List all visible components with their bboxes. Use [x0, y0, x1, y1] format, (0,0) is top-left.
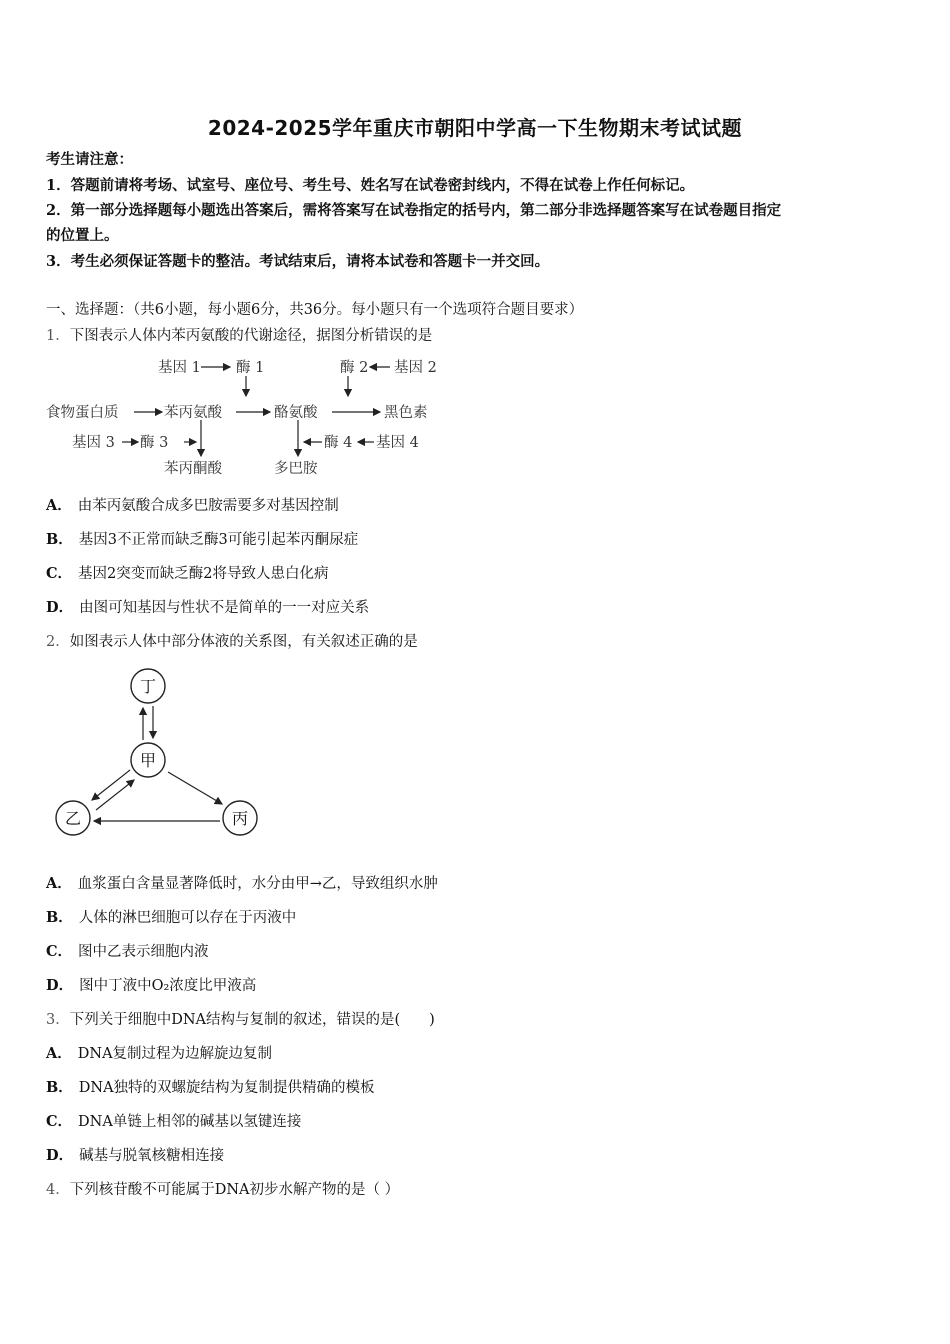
question-4-stem	[46, 1180, 399, 1200]
metabolism-pathway-diagram	[44, 352, 464, 480]
gene3-label: 基因 3	[72, 435, 115, 451]
body-fluid-diagram	[44, 662, 274, 842]
phenylalanine-label: 苯丙氨酸	[164, 405, 222, 421]
option-b[interactable]: B． 基因3不正常而缺乏酶3可能引起苯丙酮尿症	[46, 531, 359, 548]
tyrosine-label: 酪氨酸	[274, 405, 318, 421]
option-b[interactable]: B． DNA独特的双螺旋结构为复制提供精确的模板	[46, 1079, 375, 1096]
arrow	[96, 780, 134, 810]
gene2-label: 基因 2	[394, 360, 437, 376]
question-text: 如图表示人体中部分体液的关系图，有关叙述正确的是	[69, 634, 418, 650]
option-b[interactable]: B． 人体的淋巴细胞可以存在于丙液中	[46, 909, 297, 926]
question-1-stem	[46, 326, 432, 346]
option-d[interactable]: D． 碱基与脱氧核糖相连接	[46, 1147, 225, 1164]
page-title: 2024-2025学年重庆市朝阳中学高一下生物期末考试试题	[207, 116, 743, 140]
enzyme4-label: 酶 4	[324, 435, 353, 451]
option-c[interactable]: C． DNA单链上相邻的碱基以氢键连接	[46, 1113, 302, 1130]
arrow	[92, 770, 130, 800]
node-ding-label: 丁	[139, 677, 157, 696]
section-heading: 一、选择题：（共6小题，每小题6分，共36分。每小题只有一个选项符合题目要求）	[46, 302, 584, 318]
node-yi-label: 乙	[64, 809, 82, 828]
node-bing-label: 丙	[231, 809, 249, 828]
question-text: 下列关于细胞中DNA结构与复制的叙述，错误的是( )	[69, 1012, 435, 1028]
arrow	[168, 772, 222, 804]
phenylpyruvate-label: 苯丙酮酸	[164, 461, 222, 477]
notice-item: 2．第一部分选择题每小题选出答案后，需将答案写在试卷指定的括号内，第二部分非选择题答案写在试卷题目指定	[46, 202, 782, 219]
notice-heading: 考生请注意：	[46, 151, 133, 168]
dopamine-label: 多巴胺	[274, 461, 318, 477]
food-protein-label: 食物蛋白质	[46, 405, 119, 421]
option-a[interactable]: A． 由苯丙氨酸合成多巴胺需要多对基因控制	[46, 497, 339, 514]
question-text: 下列核苷酸不可能属于DNA初步水解产物的是（ ）	[69, 1182, 400, 1198]
question-number: 1．	[46, 328, 70, 344]
option-c[interactable]: C． 基因2突变而缺乏酶2将导致人患白化病	[46, 565, 329, 582]
melanin-label: 黑色素	[384, 405, 428, 421]
enzyme3-label: 酶 3	[140, 435, 169, 451]
node-jia-label: 甲	[139, 751, 157, 770]
enzyme1-label: 酶 1	[236, 360, 265, 376]
question-text: 下图表示人体内苯丙氨酸的代谢途径，据图分析错误的是	[69, 328, 433, 344]
question-number: 4．	[46, 1182, 70, 1198]
option-a[interactable]: A． DNA复制过程为边解旋边复制	[46, 1045, 273, 1062]
notice-item: 1．答题前请将考场、试室号、座位号、考生号、姓名写在试卷密封线内，不得在试卷上作任何标记。	[46, 177, 695, 194]
notice-item: 3．考生必须保证答题卡的整洁。考试结束后，请将本试卷和答题卡一并交回。	[46, 253, 550, 270]
question-2-stem	[46, 632, 418, 652]
option-d[interactable]: D． 图中丁液中O₂浓度比甲液高	[46, 977, 257, 994]
question-number: 2．	[46, 634, 70, 650]
question-3-stem	[46, 1010, 435, 1030]
notice-item: 的位置上。	[46, 227, 119, 244]
enzyme2-label: 酶 2	[340, 360, 369, 376]
gene1-label: 基因 1	[158, 360, 201, 376]
option-a[interactable]: A． 血浆蛋白含量显著降低时，水分由甲→乙，导致组织水肿	[46, 875, 438, 892]
gene4-label: 基因 4	[376, 435, 419, 451]
option-d[interactable]: D． 由图可知基因与性状不是简单的一一对应关系	[46, 599, 370, 616]
question-number: 3．	[46, 1012, 70, 1028]
option-c[interactable]: C． 图中乙表示细胞内液	[46, 943, 209, 960]
